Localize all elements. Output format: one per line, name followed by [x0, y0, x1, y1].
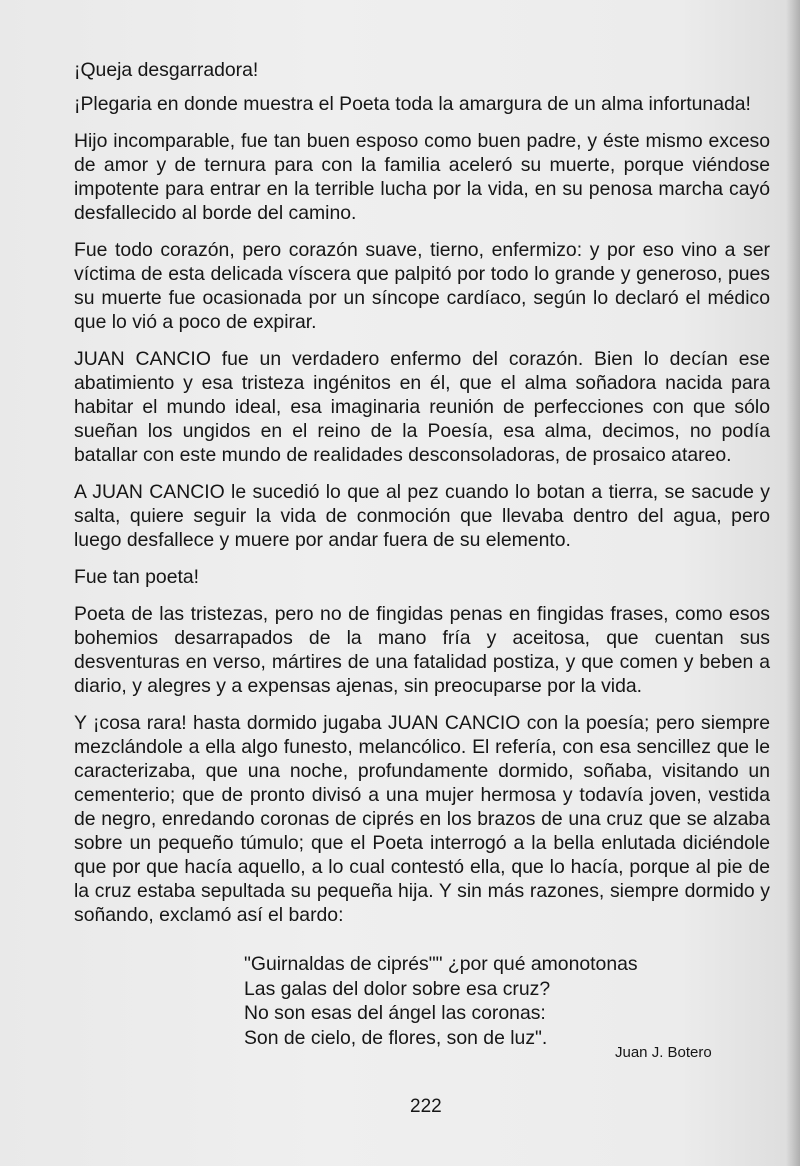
page-edge-shadow	[786, 0, 800, 1166]
poem-line: No son esas del ángel las coronas:	[244, 1002, 546, 1024]
poem-line: "Guirnaldas de ciprés"" ¿por qué amonotonas	[244, 953, 638, 975]
poem-author: Juan J. Botero	[615, 1044, 712, 1061]
paragraph-dormido: Y ¡cosa rara! hasta dormido jugaba JUAN CANCIO con la poesía; pero siempre mezclándole a ella algo funesto, melancólico. El refería, con esa sencillez que le caracterizaba, que una noche, profundamente dormido, soñaba, visitando un cementerio; que de pronto divisó a una mujer hermosa y todavía joven, vestida de negro, enredando coronas de ciprés en los brazos de una cruz que se alzaba sobre un pequeño túmulo; que el Poeta interrogó a la bella enlutada diciéndole que por que hacía aquello, a lo cual contestó ella, que lo hacía, porque al pie de la cruz estaba sepultada su pequeña hija. Y sin más razones, siempre dormido y soñando, exclamó así el bardo:	[74, 712, 770, 926]
poem-line: Las galas del dolor sobre esa cruz?	[244, 977, 551, 1000]
poem-stanza	[244, 952, 638, 1050]
page-number: 222	[410, 1096, 442, 1117]
poem-line: Son de cielo, de flores, son de luz".	[244, 1026, 548, 1049]
paragraph-corazon: Fue todo corazón, pero corazón suave, tierno, enfermizo: y por eso vino a ser víctima de esta delicada víscera que palpitó por todo lo grande y generoso, pues su muerte fue ocasionada por un síncope cardíaco, según lo declaró el médico que lo vió a poco de expirar.	[74, 239, 770, 333]
body-text	[74, 58, 770, 940]
paragraph-poeta: Fue tan poeta!	[74, 566, 200, 588]
paragraph-tristezas: Poeta de las tristezas, pero no de fingidas penas en fingidas frases, como esos bohemios desarrapados de la mano fría y aceitosa, que cuentan sus desventuras en verso, mártires de una fatalidad postiza, y que comen y beben a diario, y alegres y a expensas ajenas, sin preocuparse por la vida.	[74, 603, 770, 697]
paragraph-exclamation: ¡Queja desgarradora!	[74, 59, 259, 81]
paragraph-enfermo: JUAN CANCIO fue un verdadero enfermo del corazón. Bien lo decían ese abatimiento y esa tristeza ingénitos en él, que el alma soñadora nacida para habitar el mundo ideal, esa imaginaria reunión de perfecciones con que sólo sueñan los ungidos en el reino de la Poesía, esa alma, decimos, no podía batallar con este mundo de realidades desconsoladoras, de prosaico atareo.	[74, 348, 770, 466]
paragraph-hijo: Hijo incomparable, fue tan buen esposo como buen padre, y éste mismo exceso de amor y de ternura para con la familia aceleró su muerte, porque viéndose impotente para entrar en la terrible lucha por la vida, en su penosa marcha cayó desfallecido al borde del camino.	[74, 130, 770, 224]
paragraph-plegaria: ¡Plegaria en donde muestra el Poeta toda la amargura de un alma infortunada!	[74, 93, 751, 115]
paragraph-pez: A JUAN CANCIO le sucedió lo que al pez cuando lo botan a tierra, se sacude y salta, quiere seguir la vida de conmoción que llevaba dentro del agua, pero luego desfallece y muere por andar fuera de su elemento.	[74, 481, 770, 551]
